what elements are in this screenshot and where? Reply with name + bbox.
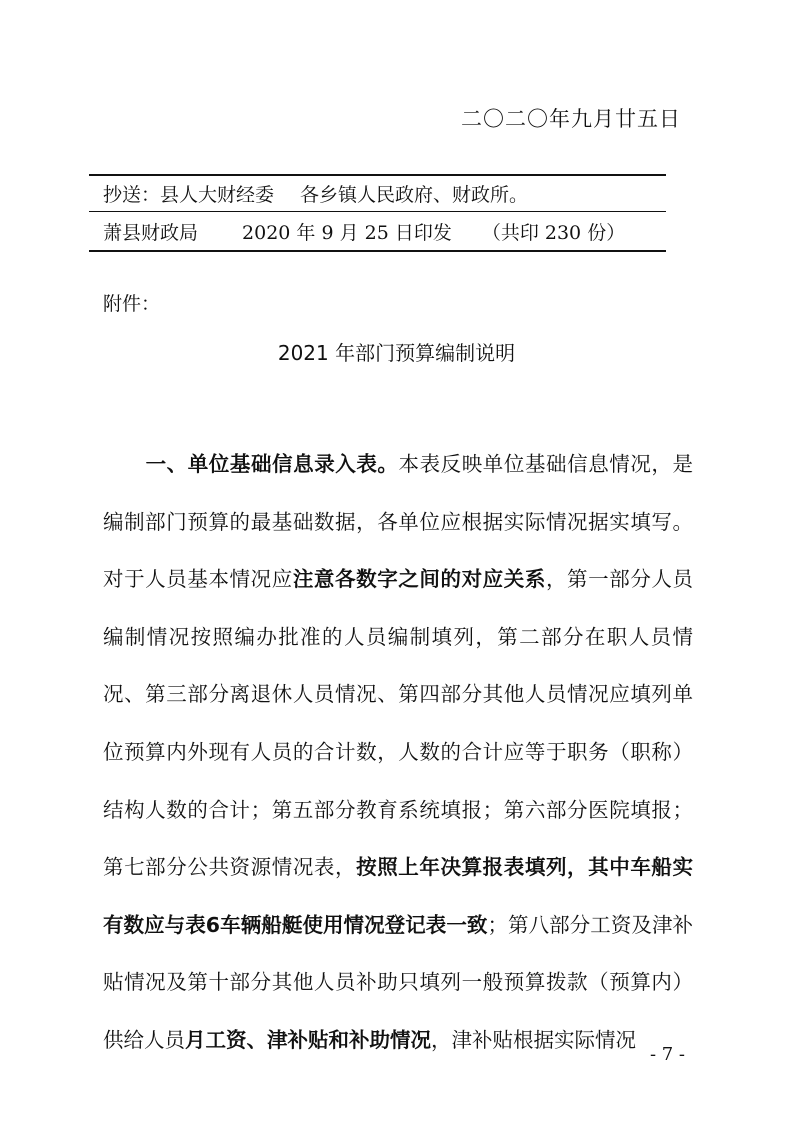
cc-label: 抄送： — [103, 184, 161, 206]
issuer: 萧县财政局 — [103, 222, 199, 244]
top-rule — [89, 174, 666, 176]
attachment-label: 附件： — [103, 293, 161, 315]
issue-date: 二〇二〇年九月廿五日 — [461, 107, 681, 131]
body-text-2: ，第一部分人员编制情况按照编办批准的人员编制填列，第二部分在职人员情况、第三部分离退休人员情况、第四部分其他人员情况应填列单位预算内外现有人员的合计数，人数的合计应等于职务（职称）结构人数的合计；第五部分教育系统填报；第六部分医院填报；第七部分公共资源情况表， — [103, 567, 694, 880]
cc-recipient-2: 各乡镇人民政府、财政所。 — [300, 184, 529, 206]
body-emphasis-2: 按照上年决算报表填列，其中车船实有数应与表6车辆船艇使用情况登记表一致 — [103, 855, 694, 937]
page-number: - 7 - — [649, 1044, 685, 1065]
body-text-4: ，津补贴根据实际情况 — [431, 1027, 636, 1052]
print-copies: （共印 230 份） — [481, 222, 626, 244]
body-emphasis-3: 月工资、津补贴和补助情况 — [185, 1027, 431, 1052]
section-heading: 一、单位基础信息录入表。 — [145, 452, 399, 476]
cc-recipient-1: 县人大财经委 — [160, 184, 275, 206]
cc-line — [103, 180, 528, 207]
document-title: 2021 年部门预算编制说明 — [277, 341, 516, 365]
middle-rule — [89, 211, 666, 212]
body-paragraph — [103, 436, 693, 1070]
print-date: 2020 年 9 月 25 日印发 — [242, 222, 452, 244]
body-emphasis-1: 注意各数字之间的对应关系 — [292, 567, 546, 592]
body-text-1: 本表反映单位基础信息情况，是编制部门预算的最基础数据，各单位应根据实际情况据实填写。对于人员基本情况应 — [103, 452, 693, 592]
print-info-line — [103, 218, 625, 245]
body-text-3: ；第八部分工资及津补贴情况及第十部分其他人员补助只填列一般预算拨款（预算内）供给人员 — [103, 912, 694, 1052]
bottom-rule — [89, 250, 666, 252]
